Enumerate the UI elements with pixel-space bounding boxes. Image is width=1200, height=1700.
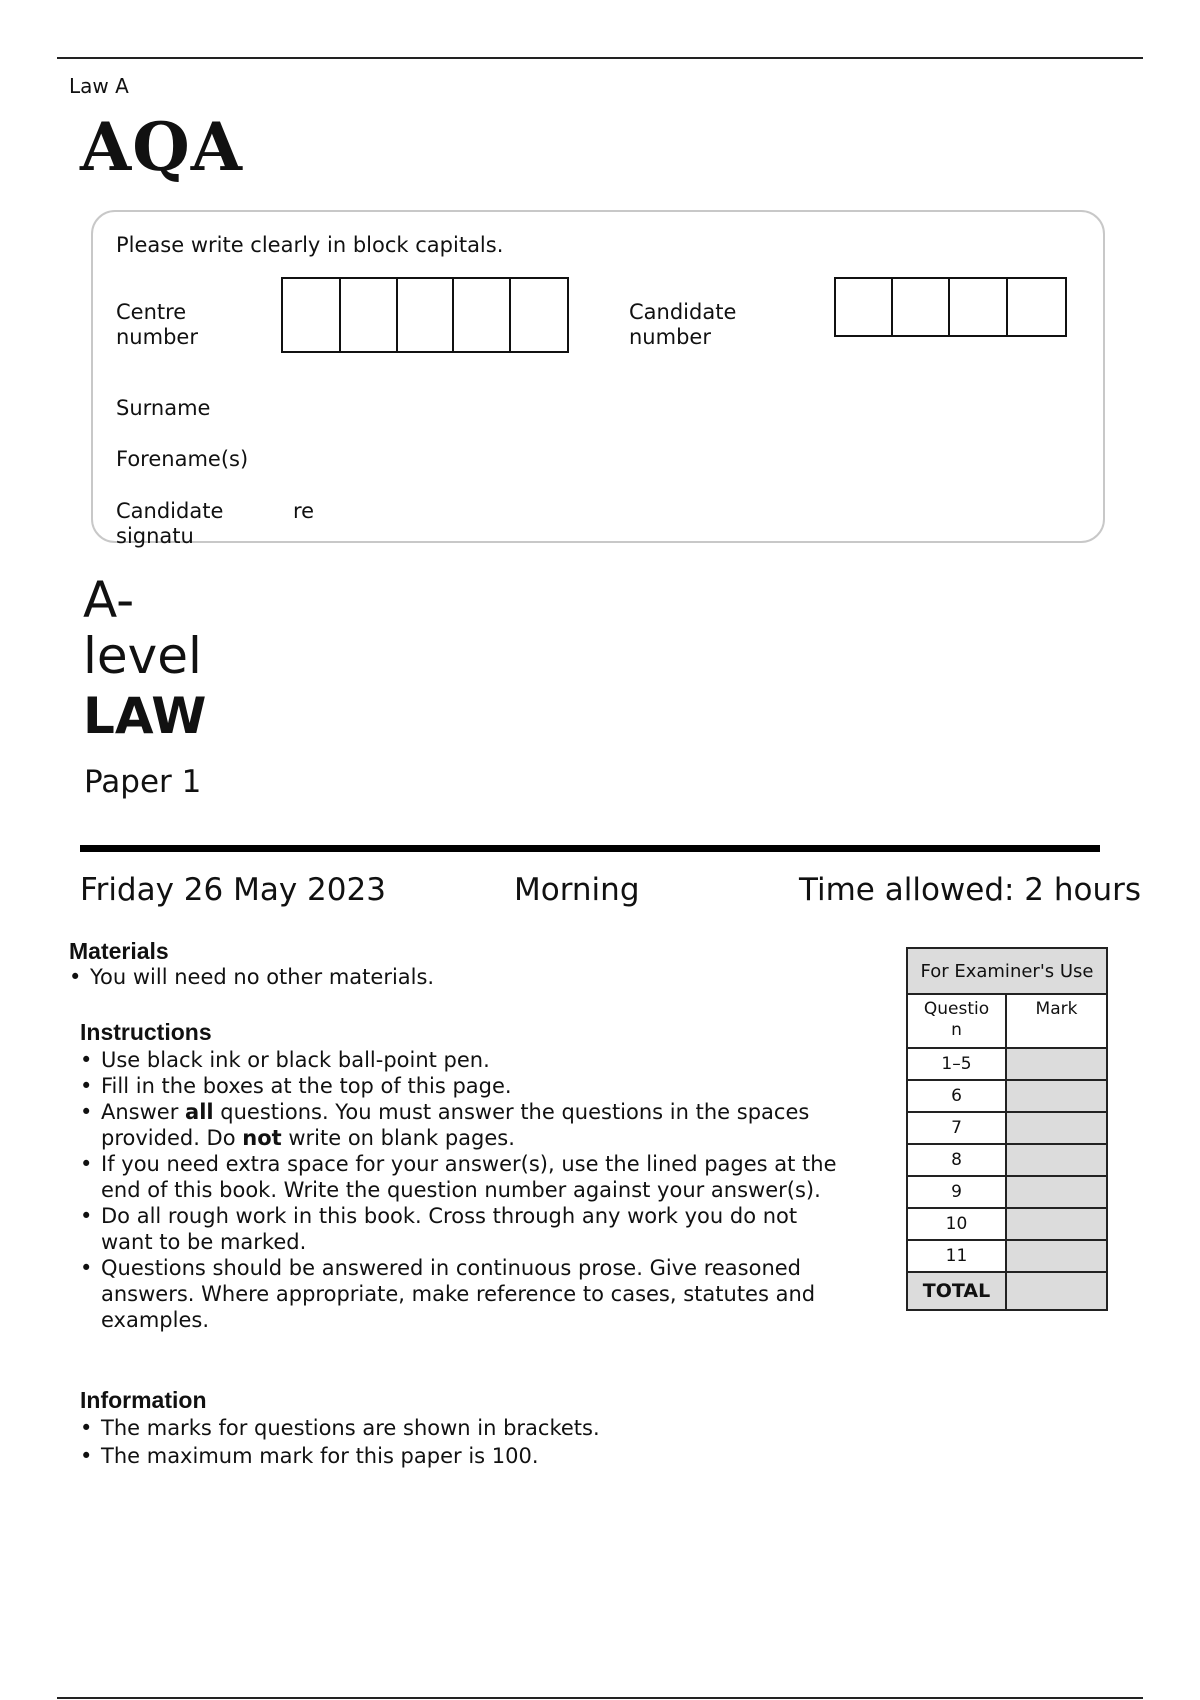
- question-number: 10: [907, 1208, 1006, 1240]
- list-item: • If you need extra space for your answer(s), use the lined pages at the end of this book. Write the question number against your answer(s).: [78, 1151, 848, 1203]
- candidate-number-digit-4[interactable]: [1008, 279, 1065, 335]
- table-row: [907, 1176, 1107, 1208]
- emphasis-all: all: [185, 1100, 214, 1124]
- table-row: [907, 1112, 1107, 1144]
- question-column-header: Questio n: [907, 994, 1006, 1048]
- mark-cell: [1006, 1048, 1107, 1080]
- candidate-number-boxes: [834, 277, 1067, 337]
- candidate-number-digit-1[interactable]: [836, 279, 893, 335]
- table-row: [907, 1048, 1107, 1080]
- information-heading: Information: [80, 1387, 207, 1413]
- block-capitals-instruction: Please write clearly in block capitals.: [116, 233, 504, 257]
- question-number: 1–5: [907, 1048, 1006, 1080]
- centre-number-digit-1[interactable]: [283, 279, 341, 351]
- total-row: [907, 1272, 1107, 1310]
- surname-label: Surname: [116, 396, 211, 420]
- mark-cell: [1006, 1080, 1107, 1112]
- subject-title: LAW: [83, 687, 207, 745]
- mark-cell: [1006, 1240, 1107, 1272]
- title-divider: [80, 845, 1100, 852]
- exam-date: Friday 26 May 2023: [80, 872, 386, 908]
- candidate-number-digit-3[interactable]: [950, 279, 1008, 335]
- candidate-number-label: Candidate number: [629, 300, 737, 349]
- centre-number-label: Centre number: [116, 300, 198, 349]
- candidate-signature-label: Candidate signatu: [116, 499, 224, 548]
- list-item: • The marks for questions are shown in brackets.: [78, 1414, 848, 1442]
- mark-cell: [1006, 1112, 1107, 1144]
- list-item: • Questions should be answered in continuous prose. Give reasoned answers. Where appropriate, make reference to cases, statutes and examples.: [78, 1255, 848, 1333]
- mark-cell: [1006, 1176, 1107, 1208]
- emphasis-not: not: [242, 1126, 282, 1150]
- table-row: [907, 1080, 1107, 1112]
- centre-number-digit-4[interactable]: [454, 279, 511, 351]
- table-row: [907, 1144, 1107, 1176]
- information-list: [78, 1414, 848, 1470]
- list-item: • Do all rough work in this book. Cross through any work you do not want to be marked.: [78, 1203, 848, 1255]
- table-row: [907, 1240, 1107, 1272]
- question-number: 8: [907, 1144, 1006, 1176]
- candidate-number-digit-2[interactable]: [893, 279, 950, 335]
- list-item: • Fill in the boxes at the top of this page.: [78, 1073, 848, 1099]
- mark-cell: [1006, 1144, 1107, 1176]
- instructions-list: [78, 1047, 848, 1333]
- header-label: Law A: [69, 74, 129, 98]
- examiners-use-title: For Examiner's Use: [907, 948, 1107, 994]
- instructions-heading: Instructions: [80, 1019, 212, 1045]
- question-number: 7: [907, 1112, 1006, 1144]
- examiners-use-table: [906, 947, 1108, 1311]
- paper-number: Paper 1: [84, 764, 202, 800]
- bottom-rule: [57, 1697, 1143, 1699]
- table-row: [907, 1208, 1107, 1240]
- list-item: [78, 1099, 848, 1151]
- candidate-details-box: [91, 210, 1105, 543]
- list-item: • The maximum mark for this paper is 100.: [78, 1442, 848, 1470]
- text-run: Answer: [101, 1100, 186, 1124]
- question-number: 6: [907, 1080, 1006, 1112]
- question-number: 11: [907, 1240, 1006, 1272]
- centre-number-boxes: [281, 277, 569, 353]
- candidate-signature-label-suffix: re: [293, 499, 315, 523]
- exam-session: Morning: [514, 872, 640, 908]
- total-mark-cell: [1006, 1272, 1107, 1310]
- text-run: write on blank pages.: [281, 1126, 515, 1150]
- level-line-2: level: [83, 627, 202, 685]
- aqa-logo: AQA: [80, 108, 243, 186]
- centre-number-digit-3[interactable]: [398, 279, 454, 351]
- forenames-label: Forename(s): [116, 447, 249, 471]
- centre-number-digit-5[interactable]: [511, 279, 567, 351]
- top-rule: [57, 57, 1143, 59]
- centre-number-digit-2[interactable]: [341, 279, 398, 351]
- materials-heading: Materials: [69, 938, 169, 964]
- level-line-1: A-: [83, 571, 135, 629]
- mark-cell: [1006, 1208, 1107, 1240]
- mark-column-header: Mark: [1006, 994, 1107, 1048]
- materials-list: [67, 964, 767, 990]
- list-item: • Use black ink or black ball-point pen.: [78, 1047, 848, 1073]
- time-allowed: Time allowed: 2 hours: [799, 872, 1142, 908]
- total-label: TOTAL: [907, 1272, 1006, 1310]
- list-item: • You will need no other materials.: [67, 964, 767, 990]
- question-number: 9: [907, 1176, 1006, 1208]
- text-run: questions. You must answer the questions in the spaces provided. Do: [101, 1100, 810, 1150]
